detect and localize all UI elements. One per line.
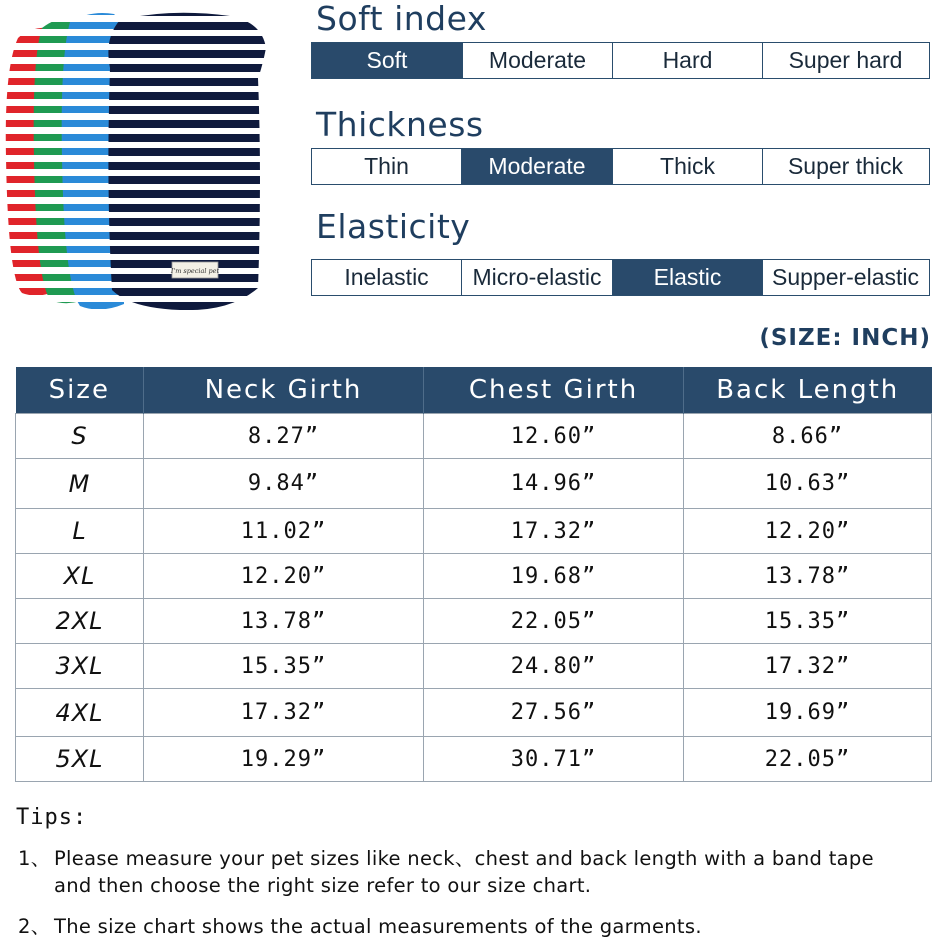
elasticity-option-elastic: Elastic: [613, 260, 763, 295]
tip-item: [18, 845, 874, 899]
elasticity-option-inelastic: Inelastic: [312, 260, 462, 295]
back-length-cell: 19.69”: [684, 689, 932, 737]
thickness-title: Thickness: [316, 105, 484, 144]
chest-girth-cell: 17.32”: [424, 509, 684, 554]
thickness-option-super-thick: Super thick: [787, 153, 904, 179]
soft-index-option-hard: Hard: [613, 43, 763, 78]
size-unit-label: (SIZE: INCH): [759, 325, 931, 351]
soft-index-title: Soft index: [316, 0, 487, 38]
thickness-option-thin: Thin: [312, 149, 462, 184]
table-row: [16, 689, 932, 737]
chest-girth-cell: 22.05”: [424, 599, 684, 644]
tip-text: The size chart shows the actual measurements of the garments.: [54, 915, 702, 938]
chest-girth-cell: 12.60”: [424, 414, 684, 459]
neck-girth-cell: 19.29”: [144, 737, 424, 782]
tip-item: [18, 913, 702, 940]
back-length-cell: 10.63”: [684, 459, 932, 509]
neck-girth-cell: 12.20”: [144, 554, 424, 599]
neck-girth-cell: 8.27”: [144, 414, 424, 459]
header-neck-girth: Neck Girth: [144, 367, 424, 414]
product-label-text: I'm special pet: [170, 267, 220, 275]
back-length-cell: 22.05”: [684, 737, 932, 782]
table-row: [16, 737, 932, 782]
neck-girth-cell: 17.32”: [144, 689, 424, 737]
soft-index-scale: [311, 42, 930, 79]
size-chart-table: [15, 367, 932, 782]
table-row: [16, 554, 932, 599]
neck-girth-cell: 9.84”: [144, 459, 424, 509]
product-image: [0, 8, 290, 318]
elasticity-scale: [311, 259, 930, 296]
back-length-cell: 12.20”: [684, 509, 932, 554]
table-header-row: [16, 367, 932, 414]
back-length-cell: 13.78”: [684, 554, 932, 599]
size-cell: 4XL: [16, 689, 144, 737]
size-cell: 3XL: [16, 644, 144, 689]
thickness-scale: [311, 148, 930, 185]
soft-index-option-moderate: Moderate: [463, 43, 613, 78]
elasticity-option-supper-elastic: Supper-elastic: [771, 264, 920, 290]
table-row: [16, 414, 932, 459]
size-cell: 2XL: [16, 599, 144, 644]
back-length-cell: 17.32”: [684, 644, 932, 689]
table-row: [16, 509, 932, 554]
elasticity-option-micro-elastic: Micro-elastic: [462, 260, 613, 295]
size-cell: 5XL: [16, 737, 144, 782]
tips-title: Tips:: [16, 805, 88, 830]
back-length-cell: 8.66”: [684, 414, 932, 459]
tip-number: 2、: [18, 915, 51, 938]
neck-girth-cell: 13.78”: [144, 599, 424, 644]
tip-number: 1、: [18, 847, 51, 870]
chest-girth-cell: 14.96”: [424, 459, 684, 509]
header-chest-girth: Chest Girth: [424, 367, 684, 414]
chest-girth-cell: 30.71”: [424, 737, 684, 782]
tip-text: Please measure your pet sizes like neck、chest and back length with a band tape: [54, 847, 874, 870]
table-row: [16, 644, 932, 689]
chest-girth-cell: 19.68”: [424, 554, 684, 599]
size-cell: S: [16, 414, 144, 459]
table-row: [16, 459, 932, 509]
table-row: [16, 599, 932, 644]
size-cell: M: [16, 459, 144, 509]
header-back-length: Back Length: [684, 367, 932, 414]
size-cell: XL: [16, 554, 144, 599]
size-cell: L: [16, 509, 144, 554]
chest-girth-cell: 27.56”: [424, 689, 684, 737]
header-size: Size: [16, 367, 144, 414]
soft-index-option-soft: Soft: [312, 43, 463, 78]
chest-girth-cell: 24.80”: [424, 644, 684, 689]
neck-girth-cell: 11.02”: [144, 509, 424, 554]
soft-index-option-super-hard: Super hard: [788, 47, 903, 73]
elasticity-title: Elasticity: [316, 207, 471, 246]
thickness-option-thick: Thick: [613, 149, 763, 184]
thickness-option-moderate: Moderate: [462, 149, 613, 184]
back-length-cell: 15.35”: [684, 599, 932, 644]
neck-girth-cell: 15.35”: [144, 644, 424, 689]
tip-text-continued: and then choose the right size refer to our size chart.: [54, 874, 592, 897]
